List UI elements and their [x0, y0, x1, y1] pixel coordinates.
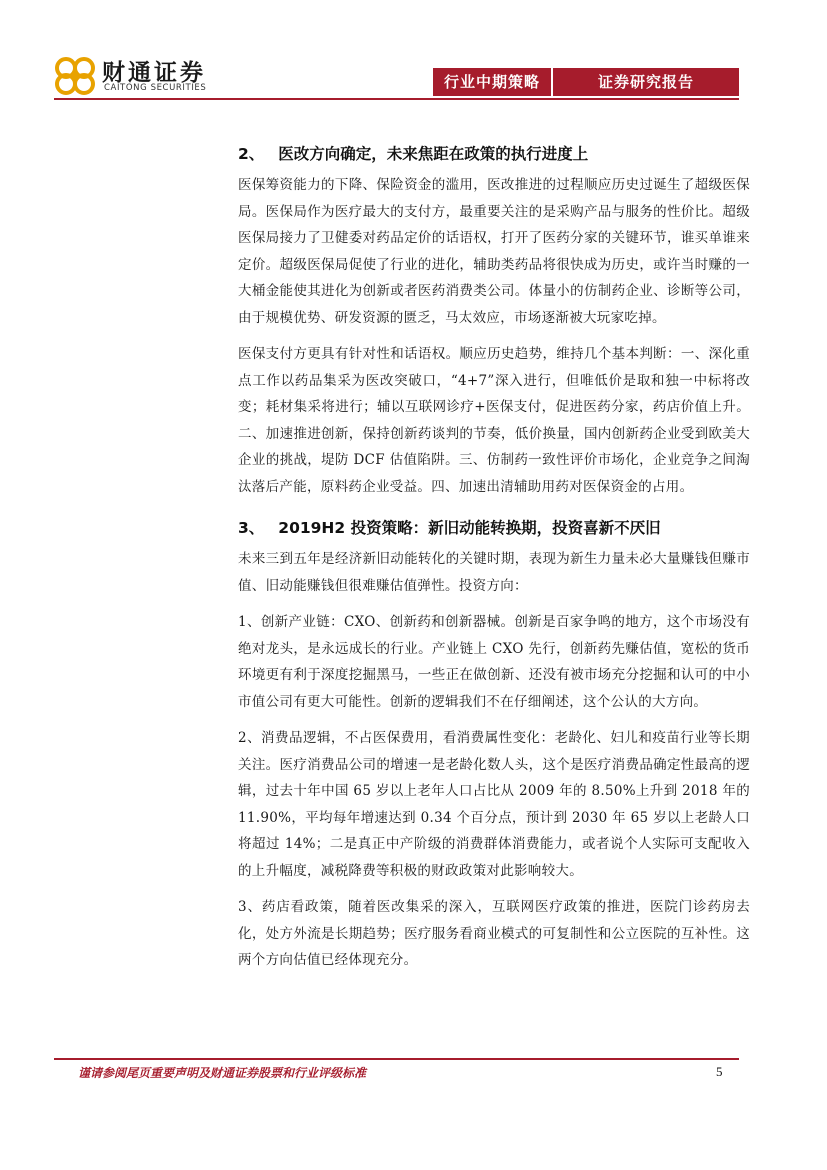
logo-chinese-name: 财通证券	[102, 60, 206, 86]
section-number: 2、	[238, 145, 265, 163]
section-number: 3、	[238, 519, 265, 537]
section-title: 2019H2 投资策略：新旧动能转换期，投资喜新不厌旧	[278, 519, 661, 537]
paragraph: 医保筹资能力的下降、保险资金的滥用，医改推进的过程顺应历史过诞生了超级医保局。医保局作为医疗最大的支付方，最重要关注的是采购产品与服务的性价比。超级医保局接力了卫健委对药品定价的话语权，打开了医药分家的关键环节，谁买单谁来定价。超级医保局促使了行业的进化，辅助类药品将很快成为历史，或许当时赚的一大桶金能使其进化为创新或者医药消费类公司。体量小的仿制药企业、诊断等公司，由于规模优势、研发资源的匮乏，马太效应，市场逐渐被大玩家吃掉。	[238, 177, 750, 326]
logo-english-name: CAITONG SECURITIES	[104, 83, 207, 93]
page-header	[0, 0, 827, 100]
section-2	[238, 140, 750, 500]
section-heading	[238, 140, 750, 168]
header-divider	[54, 98, 739, 100]
main-content	[238, 140, 750, 984]
footer-disclaimer: 谨请参阅尾页重要声明及财通证券股票和行业评级标准	[78, 1066, 367, 1080]
paragraph: 2、消费品逻辑，不占医保费用，看消费属性变化：老龄化、妇儿和疫苗行业等长期关注。医疗消费品公司的增速一是老龄化数人头，这个是医疗消费品确定性最高的逻辑，过去十年中国 65 岁以上老年人口占比从 2009 年的 8.50%上升到 2018 年的 11.90%，平均每年增速达到 0.34 个百分点，预计到 2030 年 65 岁以上老龄人口将超过 14%；二是真正中产阶级的消费群体消费能力，或者说个人实际可支配收入的上升幅度，减税降费等积极的财政政策对此影响较大。	[238, 730, 750, 879]
report-category-tab: 证券研究报告	[553, 68, 739, 96]
company-logo	[54, 56, 224, 96]
caitong-logo-icon	[54, 56, 96, 96]
report-type-tab: 行业中期策略	[433, 68, 551, 96]
paragraph: 医保支付方更具有针对性和话语权。顺应历史趋势，维持几个基本判断：一、深化重点工作以药品集采为医改突破口，“4+7”深入进行，但唯低价是取和独一中标将改变；耗材集采将进行；辅以互联网诊疗+医保支付，促进医药分家，药店价值上升。二、加速推进创新，保持创新药谈判的节奏，低价换量，国内创新药企业受到欧美大企业的挑战，堤防 DCF 估值陷阱。三、仿制药一致性评价市场化，企业竞争之间淘汰落后产能，原料药企业受益。四、加速出清辅助用药对医保资金的占用。	[238, 346, 750, 495]
section-3	[238, 514, 750, 974]
footer-divider	[54, 1058, 739, 1060]
paragraph: 未来三到五年是经济新旧动能转化的关键时期，表现为新生力量未必大量赚钱但赚市值、旧动能赚钱但很难赚估值弹性。投资方向：	[238, 551, 750, 594]
section-heading	[238, 514, 750, 542]
paragraph: 1、创新产业链：CXO、创新药和创新器械。创新是百家争鸣的地方，这个市场没有绝对龙头，是永远成长的行业。产业链上 CXO 先行，创新药先赚估值，宽松的货币环境更有利于深度挖掘黑马，一些正在做创新、还没有被市场充分挖掘和认可的中小市值公司有更大可能性。创新的逻辑我们不在仔细阐述，这个公认的大方向。	[238, 614, 750, 710]
page-number: 5	[716, 1064, 723, 1079]
paragraph: 3、药店看政策，随着医改集采的深入，互联网医疗政策的推进，医院门诊药房去化，处方外流是长期趋势；医疗服务看商业模式的可复制性和公立医院的互补性。这两个方向估值已经体现充分。	[238, 899, 750, 968]
section-title: 医改方向确定，未来焦距在政策的执行进度上	[278, 145, 589, 163]
